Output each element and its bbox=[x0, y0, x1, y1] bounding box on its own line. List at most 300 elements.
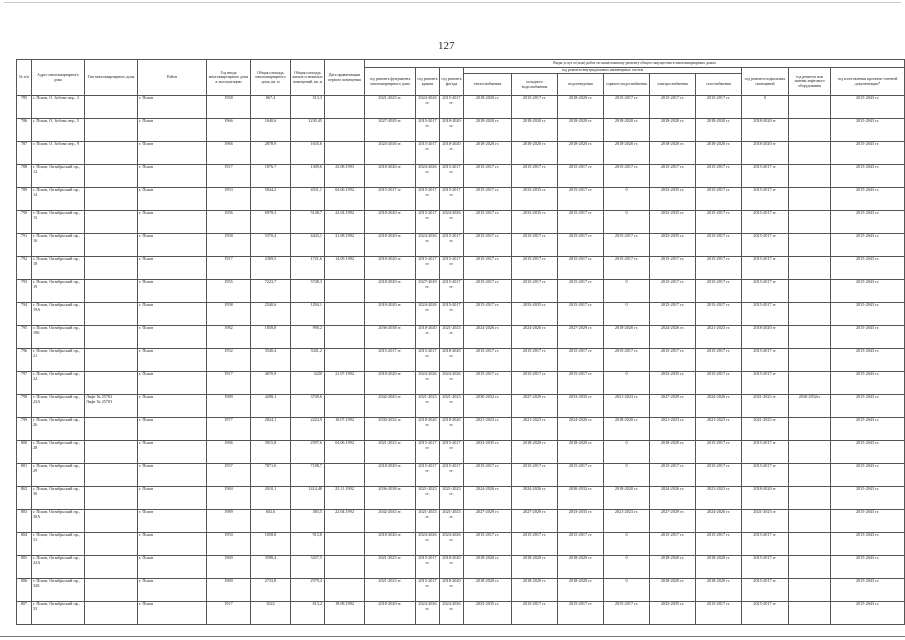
cell-heat: 2033-2035 гг. bbox=[464, 441, 512, 464]
table-row bbox=[17, 556, 905, 579]
cell-type bbox=[85, 96, 138, 119]
cell-lift bbox=[789, 119, 831, 142]
cell-total: 1858,8 bbox=[251, 326, 291, 349]
cell-roof: 2018-2020 гг. bbox=[416, 326, 440, 349]
cell-total: 6978,3 bbox=[251, 211, 291, 234]
cell-base: 2015-2017 гг. bbox=[742, 441, 789, 464]
cell-addr: г. Псков, Октябрьский пр., 12 bbox=[32, 165, 85, 188]
cell-priv bbox=[325, 326, 365, 349]
cell-roof: 2018-2020 гг. bbox=[416, 418, 440, 441]
cell-elec: 2015-2017 гг. bbox=[650, 257, 696, 280]
cell-year: 1966 bbox=[207, 142, 251, 165]
cell-found: 2030-2032 гг. bbox=[365, 418, 416, 441]
cell-addr: г. Псков, Октябрьский пр., 26 bbox=[32, 418, 85, 441]
cell-year: 1958 bbox=[207, 234, 251, 257]
cell-dist: г. Псков bbox=[138, 234, 207, 257]
cell-type bbox=[85, 418, 138, 441]
cell-found: 2024-2026 гг. bbox=[365, 142, 416, 165]
col-type: Тип многоквартирного дома bbox=[85, 60, 138, 96]
cell-design: 2015-2043 гг. bbox=[831, 579, 905, 602]
cell-facade: 2024-2026 гг. bbox=[440, 372, 464, 395]
cell-dist: г. Псков bbox=[138, 188, 207, 211]
cell-drain: 2018-2020 гг. bbox=[558, 142, 604, 165]
cell-facade: 2024-2026 гг. bbox=[440, 533, 464, 556]
cell-total: 3915,8 bbox=[251, 441, 291, 464]
cell-type bbox=[85, 533, 138, 556]
cell-living: 3220 bbox=[291, 372, 325, 395]
cell-heat: 2018-2020 гг. bbox=[464, 96, 512, 119]
cell-year: 1917 bbox=[207, 257, 251, 280]
cell-gas: 2015-2017 гг. bbox=[696, 211, 742, 234]
cell-type bbox=[85, 234, 138, 257]
cell-elec: 2033-2035 гг. bbox=[650, 372, 696, 395]
cell-lift: 2030-2032гг bbox=[789, 395, 831, 418]
cell-hot: 2015-2017 гг. bbox=[604, 234, 650, 257]
cell-cold: 2018-2020 гг. bbox=[512, 556, 558, 579]
cell-drain: 2027-2029 гг. bbox=[558, 326, 604, 349]
cell-base: 2015-2017 гг. bbox=[742, 188, 789, 211]
cell-type bbox=[85, 510, 138, 533]
cell-facade: 2018-2020 гг. bbox=[440, 142, 464, 165]
cell-drain: 2015-2017 гг. bbox=[558, 211, 604, 234]
cell-priv: 22.04.1992 bbox=[325, 510, 365, 533]
cell-total: 1022 bbox=[251, 602, 291, 625]
cell-living: 5748,3 bbox=[291, 280, 325, 303]
cell-lift bbox=[789, 372, 831, 395]
cell-total: 1876,7 bbox=[251, 165, 291, 188]
cell-addr: г. Псков, Октябрьский пр., 33 bbox=[32, 602, 85, 625]
cell-elec: 2033-2035 гг. bbox=[650, 234, 696, 257]
cell-cold: 2015-2017 гг. bbox=[512, 234, 558, 257]
cell-dist: г. Псков bbox=[138, 96, 207, 119]
cell-type bbox=[85, 303, 138, 326]
cell-total: 3540,4 bbox=[251, 349, 291, 372]
col-living-area: Общая площадь жилых и нежилых помещений, кв. м bbox=[291, 60, 325, 96]
cell-priv: 22.04.1992 bbox=[325, 211, 365, 234]
cell-total: 4670,9 bbox=[251, 372, 291, 395]
cell-dist: г. Псков bbox=[138, 119, 207, 142]
cell-elec: 2015-2017 гг. bbox=[650, 349, 696, 372]
cell-lift bbox=[789, 418, 831, 441]
table-row bbox=[17, 441, 905, 464]
cell-base: 2015-2017 гг. bbox=[742, 280, 789, 303]
table-header bbox=[17, 60, 905, 96]
cell-n: 806 bbox=[17, 579, 32, 602]
cell-gas: 2021-2023 гг. bbox=[696, 487, 742, 510]
cell-living: 1721,6 bbox=[291, 257, 325, 280]
cell-living: 613,2 bbox=[291, 602, 325, 625]
table-row bbox=[17, 303, 905, 326]
cell-priv bbox=[325, 119, 365, 142]
cell-hot: 2021-2023 гг. bbox=[604, 395, 650, 418]
cell-gas: 2015-2017 гг. bbox=[696, 349, 742, 372]
cell-roof: 2015-2017 гг. bbox=[416, 464, 440, 487]
cell-roof: 2015-2017 гг. bbox=[416, 349, 440, 372]
cell-total: 2878,9 bbox=[251, 142, 291, 165]
cell-priv bbox=[325, 96, 365, 119]
cell-total: 7871,6 bbox=[251, 464, 291, 487]
cell-facade: 2015-2017 гг. bbox=[440, 441, 464, 464]
cell-lift bbox=[789, 533, 831, 556]
cell-priv: 21.07.1992 bbox=[325, 372, 365, 395]
cell-gas: 2024-2026 гг. bbox=[696, 395, 742, 418]
cell-n: 792 bbox=[17, 257, 32, 280]
cell-lift bbox=[789, 211, 831, 234]
cell-elec: 2018-2020 гг. bbox=[650, 556, 696, 579]
cell-n: 785 bbox=[17, 96, 32, 119]
cell-elec: 2024-2026 гг. bbox=[650, 487, 696, 510]
cell-gas: 2024-2026 гг. bbox=[696, 510, 742, 533]
cell-facade: 2024-2026 гг. bbox=[440, 602, 464, 625]
cell-gas: 2018-2020 гг. bbox=[696, 142, 742, 165]
cell-roof: 2024-2026 гг. bbox=[416, 602, 440, 625]
cell-living: 3749,6 bbox=[291, 395, 325, 418]
col-electricity: электроснабжения bbox=[650, 74, 696, 96]
cell-heat: 2015-2017 гг. bbox=[464, 257, 512, 280]
cell-lift bbox=[789, 280, 831, 303]
cell-dist: г. Псков bbox=[138, 303, 207, 326]
cell-design: 2015-2043 гг. bbox=[831, 372, 905, 395]
table-row bbox=[17, 487, 905, 510]
table-row bbox=[17, 119, 905, 142]
cell-addr: г. Псков, Октябрьский пр., 16 bbox=[32, 234, 85, 257]
cell-elec: 2015-2017 гг. bbox=[650, 96, 696, 119]
table-row bbox=[17, 96, 905, 119]
cell-design: 2015-2043 гг. bbox=[831, 464, 905, 487]
table-row bbox=[17, 349, 905, 372]
cell-gas: 2018-2020 гг. bbox=[696, 556, 742, 579]
col-district: Район bbox=[138, 60, 207, 96]
cell-n: 801 bbox=[17, 464, 32, 487]
cell-dist: г. Псков bbox=[138, 556, 207, 579]
cell-heat: 2015-2017 гг. bbox=[464, 303, 512, 326]
cell-lift bbox=[789, 602, 831, 625]
cell-lift bbox=[789, 234, 831, 257]
cell-cold: 2027-2029 гг. bbox=[512, 510, 558, 533]
cell-hot: 0 bbox=[604, 372, 650, 395]
cell-found: 2018-2020 гг. bbox=[365, 234, 416, 257]
cell-year: 1955 bbox=[207, 280, 251, 303]
cell-n: 793 bbox=[17, 280, 32, 303]
cell-elec: 2015-2017 гг. bbox=[650, 165, 696, 188]
cell-type bbox=[85, 165, 138, 188]
cell-priv bbox=[325, 280, 365, 303]
cell-total: 1640,6 bbox=[251, 119, 291, 142]
cell-living: 513,3 bbox=[291, 96, 325, 119]
cell-gas: 2015-2017 гг. bbox=[696, 280, 742, 303]
cell-base: 2015-2017 гг. bbox=[742, 602, 789, 625]
cell-hot: 0 bbox=[604, 280, 650, 303]
cell-heat: 2024-2026 гг. bbox=[464, 326, 512, 349]
cell-facade: 2018-2020 гг. bbox=[440, 418, 464, 441]
cell-design: 2015-2043 гг. bbox=[831, 142, 905, 165]
col-foundation: год ремонта фундамента многоквартирного дома bbox=[365, 68, 416, 96]
cell-living: 1294,1 bbox=[291, 303, 325, 326]
cell-elec: 2015-2017 гг. bbox=[650, 280, 696, 303]
cell-heat: 2018-2020 гг. bbox=[464, 556, 512, 579]
cell-roof: 2021-2023 гг. bbox=[416, 395, 440, 418]
cell-addr: г. Псков, Октябрьский пр., 19Б bbox=[32, 326, 85, 349]
cell-facade: 2021-2023 гг. bbox=[440, 487, 464, 510]
cell-lift bbox=[789, 579, 831, 602]
cell-cold: 2027-2029 гг. bbox=[512, 395, 558, 418]
cell-year: 1984 bbox=[207, 487, 251, 510]
cell-design: 2015-2043 гг. bbox=[831, 556, 905, 579]
cell-living: 3437,5 bbox=[291, 556, 325, 579]
table-row bbox=[17, 280, 905, 303]
cell-type bbox=[85, 602, 138, 625]
table-row bbox=[17, 165, 905, 188]
cell-elec: 2018-2020 гг. bbox=[650, 142, 696, 165]
cell-addr: г. Псков, О. Зобова пер., 5 bbox=[32, 119, 85, 142]
cell-living: 1414,48 bbox=[291, 487, 325, 510]
cell-hot: 0 bbox=[604, 533, 650, 556]
cell-addr: г. Псков, Октябрьский пр., 22 bbox=[32, 372, 85, 395]
cell-design: 2015-2043 гг. bbox=[831, 510, 905, 533]
cell-drain: 2015-2017 гг. bbox=[558, 188, 604, 211]
cell-dist: г. Псков bbox=[138, 211, 207, 234]
cell-n: 803 bbox=[17, 510, 32, 533]
cell-priv: 23.08.1993 bbox=[325, 165, 365, 188]
cell-hot: 2015-2017 гг. bbox=[604, 602, 650, 625]
cell-year: 1966 bbox=[207, 119, 251, 142]
cell-lift bbox=[789, 165, 831, 188]
cell-heat: 2015-2017 гг. bbox=[464, 533, 512, 556]
cell-roof: 2024-2026 гг. bbox=[416, 372, 440, 395]
cell-facade: 2021-2023 гг. bbox=[440, 510, 464, 533]
cell-addr: г. Псков, Октябрьский пр., 21 bbox=[32, 349, 85, 372]
cell-lift bbox=[789, 96, 831, 119]
cell-year: 1989 bbox=[207, 510, 251, 533]
col-privatization: Дата приватизации первого помещения bbox=[325, 60, 365, 96]
table-row bbox=[17, 602, 905, 625]
cell-n: 798 bbox=[17, 395, 32, 418]
cell-type bbox=[85, 349, 138, 372]
cell-heat: 2015-2017 гг. bbox=[464, 211, 512, 234]
cell-cold: 2018-2020 гг. bbox=[512, 441, 558, 464]
cell-roof: 2015-2017 гг. bbox=[416, 257, 440, 280]
cell-hot: 2015-2017 гг. bbox=[604, 349, 650, 372]
cell-heat: 2015-2017 гг. bbox=[464, 464, 512, 487]
cell-priv bbox=[325, 303, 365, 326]
col-elevator: год ремонта или замены лифтового оборудования bbox=[789, 68, 831, 96]
cell-n: 797 bbox=[17, 372, 32, 395]
cell-total: 602,6 bbox=[251, 510, 291, 533]
cell-cold: 2015-2017 гг. bbox=[512, 165, 558, 188]
cell-heat: 2015-2017 гг. bbox=[464, 234, 512, 257]
cell-year: 1966 bbox=[207, 441, 251, 464]
cell-year: 1958 bbox=[207, 96, 251, 119]
cell-n: 794 bbox=[17, 303, 32, 326]
cell-priv bbox=[325, 556, 365, 579]
cell-drain: 2015-2017 гг. bbox=[558, 349, 604, 372]
cell-dist: г. Псков bbox=[138, 418, 207, 441]
cell-hot: 2018-2020 гг. bbox=[604, 119, 650, 142]
cell-n: 788 bbox=[17, 165, 32, 188]
cell-dist: г. Псков bbox=[138, 142, 207, 165]
cell-cold: 2021-2023 гг. bbox=[512, 418, 558, 441]
col-address: Адрес многоквартирного дома bbox=[32, 60, 85, 96]
cell-roof: 2024-2026 гг. bbox=[416, 234, 440, 257]
cell-gas: 2015-2017 гг. bbox=[696, 441, 742, 464]
cell-dist: г. Псков bbox=[138, 326, 207, 349]
cell-base: 2015-2017 гг. bbox=[742, 556, 789, 579]
cell-lift bbox=[789, 303, 831, 326]
cell-dist: г. Псков bbox=[138, 441, 207, 464]
cell-gas: 2015-2017 гг. bbox=[696, 303, 742, 326]
cell-priv bbox=[325, 579, 365, 602]
cell-drain: 2015-2017 гг. bbox=[558, 372, 604, 395]
cell-drain: 2024-2026 гг. bbox=[558, 418, 604, 441]
cell-design: 2015-2043 гг. bbox=[831, 165, 905, 188]
cell-n: 800 bbox=[17, 441, 32, 464]
cell-found: 2018-2020 гг. bbox=[365, 257, 416, 280]
cell-living: 2224,9 bbox=[291, 418, 325, 441]
cell-n: 807 bbox=[17, 602, 32, 625]
table-row bbox=[17, 395, 905, 418]
cell-hot: 2018-2020 гг. bbox=[604, 326, 650, 349]
cell-roof: 2015-2017 гг. bbox=[416, 556, 440, 579]
cell-year: 1957 bbox=[207, 464, 251, 487]
cell-priv: 19.08.1992 bbox=[325, 602, 365, 625]
table-body bbox=[17, 96, 905, 625]
table-row bbox=[17, 188, 905, 211]
table-row bbox=[17, 464, 905, 487]
cell-hot: 0 bbox=[604, 464, 650, 487]
cell-gas: 2015-2017 гг. bbox=[696, 533, 742, 556]
col-hot-water: горячего водоснабжения bbox=[604, 74, 650, 96]
cell-lift bbox=[789, 142, 831, 165]
cell-n: 791 bbox=[17, 234, 32, 257]
cell-total: 5844,2 bbox=[251, 188, 291, 211]
cell-base: 2021-2023 гг. bbox=[742, 395, 789, 418]
cell-elec: 2018-2020 гг. bbox=[650, 579, 696, 602]
cell-addr: г. Псков, О. Зобова пер., 9 bbox=[32, 142, 85, 165]
cell-hot: 0 bbox=[604, 188, 650, 211]
cell-roof: 2027-2029 гг. bbox=[416, 280, 440, 303]
cell-design: 2015-2043 гг. bbox=[831, 257, 905, 280]
cell-drain: 2015-2017 гг. bbox=[558, 602, 604, 625]
cell-addr: г. Псков, Октябрьский пр., 31 bbox=[32, 533, 85, 556]
cell-design: 2015-2043 гг. bbox=[831, 234, 905, 257]
cell-cold: 2015-2017 гг. bbox=[512, 533, 558, 556]
cell-gas: 2015-2017 гг. bbox=[696, 234, 742, 257]
cell-dist: г. Псков bbox=[138, 510, 207, 533]
cell-addr: г. Псков, О. Зобова пер., 3 bbox=[32, 96, 85, 119]
cell-addr: г. Псков, Октябрьский пр., 19 bbox=[32, 280, 85, 303]
cell-addr: г. Псков, Октябрьский пр., 14 bbox=[32, 188, 85, 211]
cell-year: 1952 bbox=[207, 349, 251, 372]
cell-drain: 2018-2020 гг. bbox=[558, 119, 604, 142]
cell-living: 3341,2 bbox=[291, 349, 325, 372]
cell-heat: 2021-2023 гг. bbox=[464, 418, 512, 441]
cell-type: Лифт № 25702 Лифт № 25703 bbox=[85, 395, 138, 418]
col-engineering: год ремонта внутридомовых инженерных систем bbox=[464, 68, 742, 74]
cell-heat: 2015-2017 гг. bbox=[464, 165, 512, 188]
cell-base: 2018-2020 гг. bbox=[742, 142, 789, 165]
table-row bbox=[17, 142, 905, 165]
cell-hot: 2021-2023 гг. bbox=[604, 510, 650, 533]
cell-found: 2042-2043 гг. bbox=[365, 510, 416, 533]
cell-design: 2015-2043 гг. bbox=[831, 533, 905, 556]
cell-lift bbox=[789, 487, 831, 510]
cell-dist: г. Псков bbox=[138, 602, 207, 625]
cell-gas: 2015-2017 гг. bbox=[696, 96, 742, 119]
col-heat: теплоснабжения bbox=[464, 74, 512, 96]
col-num: № п/п bbox=[17, 60, 32, 96]
cell-found: 2018-2020 гг. bbox=[365, 533, 416, 556]
cell-elec: 2033-2035 гг. bbox=[650, 211, 696, 234]
cell-dist: г. Псков bbox=[138, 579, 207, 602]
cell-type bbox=[85, 441, 138, 464]
cell-heat: 2033-2035 гг. bbox=[464, 602, 512, 625]
cell-heat: 2018-2020 гг. bbox=[464, 142, 512, 165]
cell-type bbox=[85, 579, 138, 602]
cell-lift bbox=[789, 510, 831, 533]
cell-heat: 2015-2017 гг. bbox=[464, 280, 512, 303]
cell-facade: 2024-2026 гг. bbox=[440, 211, 464, 234]
cell-living: 4531,1 bbox=[291, 188, 325, 211]
cell-base: 0 bbox=[742, 96, 789, 119]
cell-addr: г. Псков, Октябрьский пр., 29 bbox=[32, 464, 85, 487]
cell-dist: г. Псков bbox=[138, 257, 207, 280]
cell-found: 2018-2020 гг. bbox=[365, 165, 416, 188]
cell-lift bbox=[789, 464, 831, 487]
cell-n: 789 bbox=[17, 188, 32, 211]
cell-design: 2015-2043 гг. bbox=[831, 326, 905, 349]
cell-base: 2015-2017 гг. bbox=[742, 234, 789, 257]
cell-dist: г. Псков bbox=[138, 349, 207, 372]
cell-drain: 2015-2017 гг. bbox=[558, 533, 604, 556]
cell-lift bbox=[789, 441, 831, 464]
cell-elec: 2033-2035 гг. bbox=[650, 602, 696, 625]
cell-living: 2579,4 bbox=[291, 579, 325, 602]
cell-drain: 2018-2020 гг. bbox=[558, 579, 604, 602]
cell-type bbox=[85, 372, 138, 395]
cell-dist: г. Псков bbox=[138, 464, 207, 487]
cell-addr: г. Псков, Октябрьский пр., 32Б bbox=[32, 579, 85, 602]
cell-heat: 2024-2026 гг. bbox=[464, 487, 512, 510]
cell-gas: 2018-2020 гг. bbox=[696, 579, 742, 602]
cell-heat: 2027-2029 гг. bbox=[464, 510, 512, 533]
cell-total: 1858,8 bbox=[251, 533, 291, 556]
cell-roof: 2021-2023 гг. bbox=[416, 510, 440, 533]
cell-total: 867,4 bbox=[251, 96, 291, 119]
cell-dist: г. Псков bbox=[138, 487, 207, 510]
cell-addr: г. Псков, Октябрьский пр., 32А bbox=[32, 556, 85, 579]
cell-type bbox=[85, 487, 138, 510]
cell-found: 2018-2020 гг. bbox=[365, 303, 416, 326]
cell-roof: 2015-2017 гг. bbox=[416, 119, 440, 142]
table-row bbox=[17, 257, 905, 280]
capital-repair-table bbox=[16, 59, 905, 625]
cell-roof: 2015-2017 гг. bbox=[416, 441, 440, 464]
cell-base: 2015-2017 гг. bbox=[742, 533, 789, 556]
col-design: год изготовления проектно-сметной документации* bbox=[831, 68, 905, 96]
cell-drain: 2018-2020 гг. bbox=[558, 556, 604, 579]
cell-base: 2015-2017 гг. bbox=[742, 165, 789, 188]
cell-facade: 2015-2017 гг. bbox=[440, 188, 464, 211]
cell-hot: 0 bbox=[604, 303, 650, 326]
col-group-works: Виды услуг и (или) работ по капитальному ремонту общего имущества в многоквартирных домах bbox=[365, 60, 905, 68]
cell-elec: 2018-2020 гг. bbox=[650, 119, 696, 142]
table-row bbox=[17, 510, 905, 533]
cell-priv: 14.09.1992 bbox=[325, 257, 365, 280]
cell-lift bbox=[789, 326, 831, 349]
cell-facade: 2018-2020 гг. bbox=[440, 556, 464, 579]
cell-priv: 25.11.1992 bbox=[325, 487, 365, 510]
cell-living: 1309,6 bbox=[291, 165, 325, 188]
